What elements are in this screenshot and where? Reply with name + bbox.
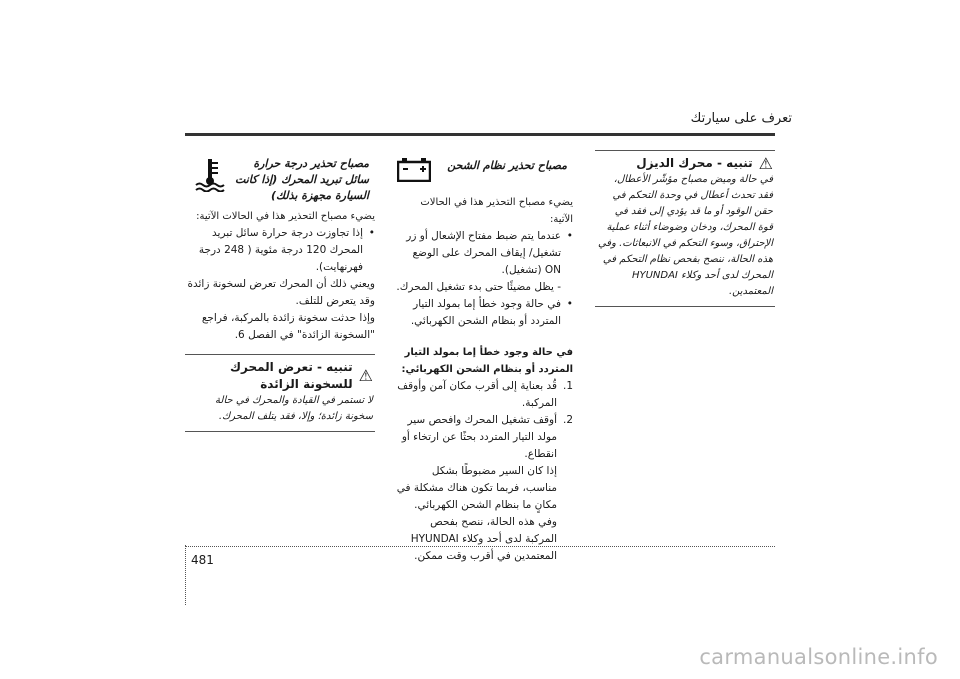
page-number [185,553,228,567]
coolant-temp-icon [195,158,225,192]
warning-triangle-icon: ⚠ [758,153,773,173]
charging-intro: يضيء مصباح التحذير هذا في الحالات الآتية: [420,197,573,225]
overheat-warning-box [185,354,375,432]
coolant-text-1: ويعني ذلك أن المحرك تعرض لسخونة زائدة وقد يتعرض للتلف. [187,278,375,307]
coolant-indicator-title: مصباح تحذير درجة حرارة سائل تبريد المحرك (إذا كانت السيارة مجهزة بذلك) [234,157,369,202]
warning-title: تنبيه - تعرض المحرك للسخونة الزائدة [230,360,353,391]
page-index: 81 [198,553,214,567]
coolant-indicator-header [185,150,375,208]
column-left [185,150,375,432]
charging-indicator-header [395,150,573,194]
charging-indicator-title: مصباح تحذير نظام الشحن [447,159,567,172]
list-item: • عندما يتم ضبط مفتاح الإشعال أو زر تشغيل/ إيقاف المحرك على الوضع ON (تشغيل). [395,228,573,279]
charging-para2: وفي هذه الحالة، ننصح بفحص المركبة لدى أحد وكلاء HYUNDAI المعتمدين في أقرب وقت ممكن. [410,516,557,562]
list-item: 2. أوقف تشغيل المحرك وافحص سير مولد التيار المتردد بحثًا عن ارتخاء أو انقطاع. [401,414,573,460]
warning-title: تنبيه - محرك الديزل [636,156,753,170]
list-item: • في حالة وجود خطأ إما بمولد التيار المتردد أو بنظام الشحن الكهربائي. [395,296,573,330]
coolant-text-2: وإذا حدثت سخونة زائدة بالمركبة، فراجع "السخونة الزائدة" في الفصل 6. [201,312,375,341]
warning-triangle-icon: ⚠ [358,366,373,385]
charging-steps [395,378,573,463]
battery-icon [397,156,431,182]
charging-bullets [395,228,573,279]
column-right [595,150,775,307]
charging-dash: - يظل مضيئًا حتى بدء تشغيل المحرك. [396,281,561,293]
watermark: carmanualsonline.info [699,645,938,669]
charging-sub-head: في حالة وجود خطأ إما بمولد التيار المتردد أو بنظام الشحن الكهربائي: [401,347,573,375]
header-rule [185,133,775,136]
coolant-intro: يضيء مصباح التحذير هذا في الحالات الآتية: [196,211,375,222]
column-middle [395,150,573,565]
section-number: 4 [191,553,199,567]
charging-para1: إذا كان السير مضبوطًا بشكل مناسب، فربما تكون هناك مشكلة في مكانٍ ما بنظام الشحن الكهربائي. [396,465,557,511]
header-title: تعرف على سيارتك [690,111,792,126]
list-item: 1. قُد بعناية إلى أقرب مكان آمن وأوقف المركبة. [397,380,573,409]
diesel-warning-box [595,150,775,307]
footer-rule [185,546,775,547]
warning-text: في حالة وميض مصباح مؤشّر الأعطال، فقد تحدث أعطال في وحدة التحكم في حقن الوقود أو ما قد يؤدي إلى فقد في قوة المحرك، ودخان وضوضاء أثناء عملية الإحتراق، وسوء التحكم في الانبعاثات. وفي هذه الحالة، ننصح بفحص نظام التحكم في المحرك لدى أحد وكلاء HYUNDAI المعتمدين. [597,174,773,297]
list-item: • إذا تجاوزت درجة حرارة سائل تبريد المحرك 120 درجة مئوية ( 248 درجة فهرنهايت). [185,225,375,276]
coolant-bullets [185,225,375,276]
warning-text: لا تستمر في القيادة والمحرك في حالة سخونة زائدة؛ وإلا، فقد يتلف المحرك. [215,395,373,422]
